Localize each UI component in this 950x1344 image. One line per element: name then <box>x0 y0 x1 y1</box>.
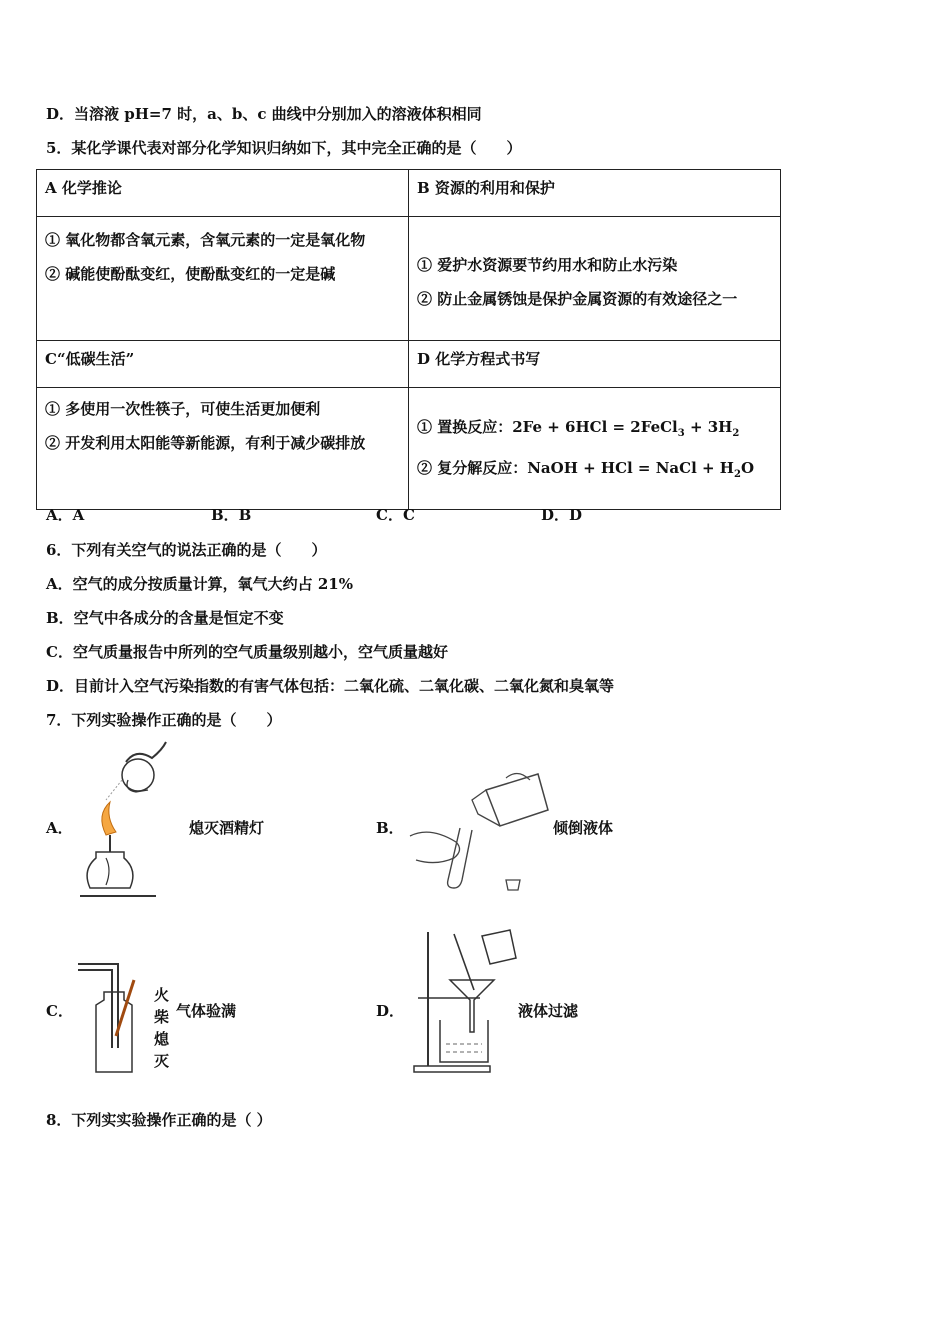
q7-option-b-letter[interactable]: B． <box>376 819 404 837</box>
cell-b-item-1: ① 爱护水资源要节约用水和防止水污染 <box>417 255 678 274</box>
q7-option-a-caption: 熄灭酒精灯 <box>189 819 265 837</box>
q4-option-d: D．当溶液 pH=7 时，a、b、c 曲线中分别加入的溶液体积相同 <box>46 105 482 123</box>
q7-option-d-letter[interactable]: D． <box>376 1002 405 1020</box>
cell-a-item-1: ① 氧化物都含氧元素，含氧元素的一定是氧化物 <box>45 231 366 249</box>
q8-stem: 8．下列实实验操作正确的是（ ） <box>46 1111 272 1129</box>
cell-d-body <box>409 388 781 510</box>
blow-out-lamp-illustration <box>76 740 186 900</box>
cell-c-head: C“低碳生活” <box>37 341 409 388</box>
cell-b-item-2: ② 防止金属锈蚀是保护金属资源的有效途径之一 <box>417 289 738 308</box>
filtration-illustration <box>410 928 520 1076</box>
q7-option-d-caption: 液体过滤 <box>518 1002 579 1020</box>
cell-c-body <box>37 388 409 510</box>
q6-option-a[interactable]: A．空气的成分按质量计算，氧气大约占 21% <box>46 575 353 593</box>
q6-option-c[interactable]: C．空气质量报告中所列的空气质量级别越小，空气质量越好 <box>46 643 448 661</box>
cell-a-head: A 化学推论 <box>37 170 409 217</box>
q7-stem: 7．下列实验操作正确的是（ ） <box>46 711 282 729</box>
q7-option-c-caption: 气体验满 <box>176 1002 237 1020</box>
q5-option-c[interactable]: C．C <box>376 506 415 524</box>
q6-option-d[interactable]: D．目前计入空气污染指数的有害气体包括：二氧化硫、二氧化碳、二氧化氮和臭氧等 <box>46 677 615 695</box>
q5-option-b[interactable]: B．B <box>211 506 252 524</box>
q7-option-b-caption: 倾倒液体 <box>553 819 614 837</box>
q7-option-a-letter[interactable]: A． <box>46 819 73 837</box>
cell-d-item-1: ① 置换反应：2Fe + 6HCl = 2FeCl$_3$ + $3H_2$ <box>417 417 740 439</box>
match-label-char-3: 熄 <box>154 1030 170 1048</box>
q7-option-c-letter[interactable]: C． <box>46 1002 73 1020</box>
cell-b-head: B 资源的利用和保护 <box>409 170 781 217</box>
pour-liquid-illustration <box>406 770 556 895</box>
q6-option-b[interactable]: B．空气中各成分的含量是恒定不变 <box>46 609 284 627</box>
cell-a-body <box>37 217 409 341</box>
match-label-char-4: 灭 <box>154 1052 170 1070</box>
q5-option-d[interactable]: D．D <box>541 506 583 524</box>
cell-d-head: D 化学方程式书写 <box>409 341 781 388</box>
q5-option-a[interactable]: A．A <box>46 506 85 524</box>
match-label-char-2: 柴 <box>154 1008 170 1026</box>
cell-c-item-1: ① 多使用一次性筷子，可使生活更加便利 <box>45 400 321 418</box>
knowledge-table <box>36 169 781 510</box>
gas-collection-check-illustration <box>76 960 148 1078</box>
cell-a-item-2: ② 碱能使酚酞变红，使酚酞变红的一定是碱 <box>45 265 336 283</box>
q5-stem: 5．某化学课代表对部分化学知识归纳如下，其中完全正确的是（ ） <box>46 139 522 157</box>
cell-b-body <box>409 217 781 341</box>
q6-stem: 6．下列有关空气的说法正确的是（ ） <box>46 541 327 559</box>
cell-d-item-2: ② 复分解反应：NaOH + HCl = NaCl + $H_2O$ <box>417 458 755 480</box>
match-label-char-1: 火 <box>154 986 170 1004</box>
match-label <box>154 984 172 1072</box>
cell-c-item-2: ② 开发利用太阳能等新能源，有利于减少碳排放 <box>45 434 366 452</box>
